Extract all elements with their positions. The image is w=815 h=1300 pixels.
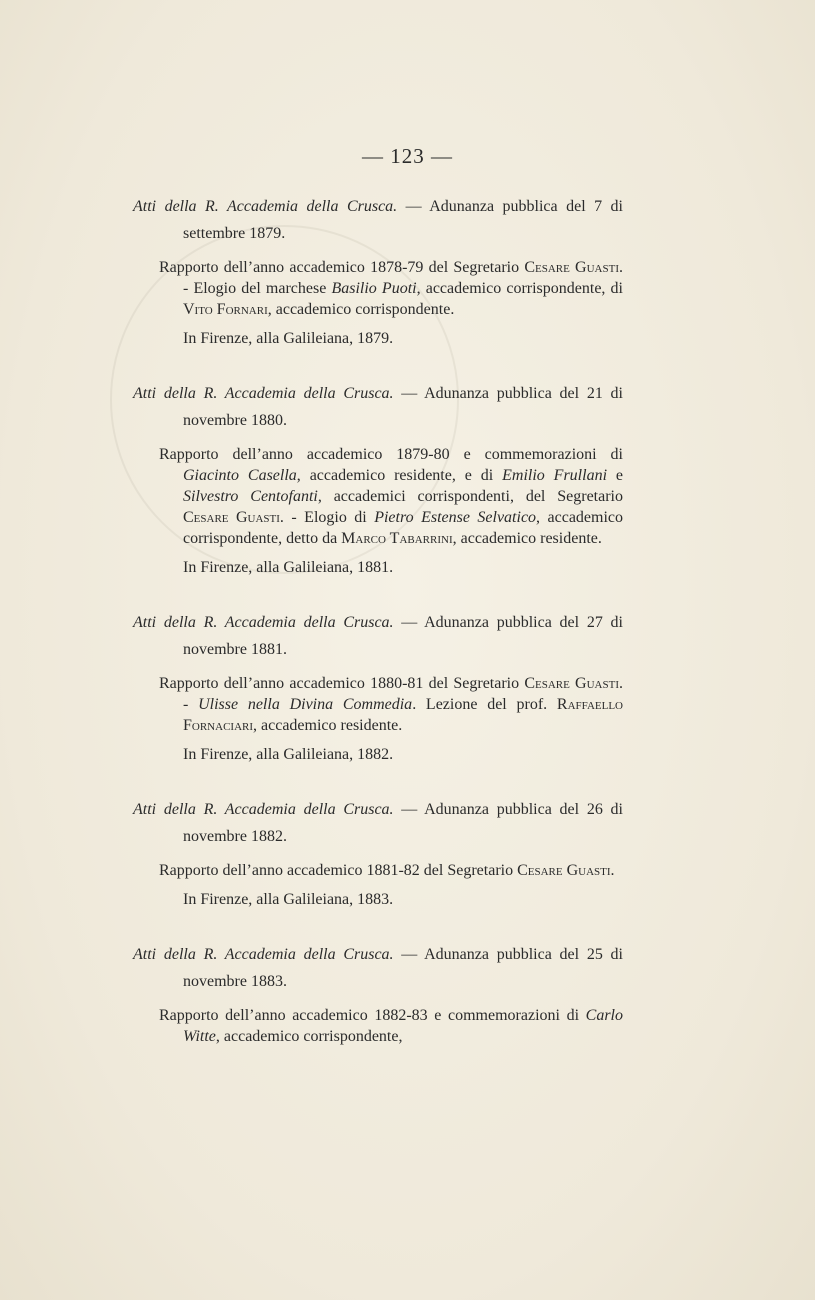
entry-imprint: In Firenze, alla Galileiana, 1879. [183,330,394,347]
report-text: , accademico residente, e di [296,467,503,484]
report-text: , accademico corrispondente. [267,301,455,318]
entry-title-rest: — Adunanza pubblica del 7 di settembre 1879. [183,198,624,242]
report-text: . - Elogio di [279,509,375,526]
report-text: Rapporto dell’anno accademico 1882-83 e commemorazioni di [159,1007,586,1024]
bibliography-list [133,193,623,1055]
entry-title-rest: — Adunanza pubblica del 26 di novembre 1882. [183,801,623,845]
entry-report [133,673,623,736]
italic-text: Silvestro Centofanti [183,488,318,505]
italic-text: Giacinto Casella [183,467,297,484]
report-text: , accademico residente. [452,530,602,547]
entry-title-italic: Atti della R. Accademia della Crusca. [133,614,394,631]
italic-text: Pietro Estense Selvatico [374,509,537,526]
report-text: , accademico corrispondente, di [416,280,623,297]
report-text: , accademici corrispondenti, del Segretario [317,488,623,505]
italic-text: Emilio Frullani [502,467,608,484]
report-text: . [610,862,615,879]
entry-imprint: In Firenze, alla Galileiana, 1882. [183,746,394,763]
entry-title-italic: Atti della R. Accademia della Crusca. [133,801,394,818]
person-name: Marco Tabarrini [341,530,453,547]
bibliography-entry [133,941,623,1047]
entry-report [133,257,623,320]
entry-imprint: In Firenze, alla Galileiana, 1883. [183,891,394,908]
entry-imprint: In Firenze, alla Galileiana, 1881. [183,559,394,576]
person-name: Cesare Guasti [524,259,620,276]
report-text: , accademico corrispondente, [215,1028,403,1045]
person-name: Vito Fornari [183,301,268,318]
report-text: Rapporto dell’anno accademico 1878-79 del Segretario [159,259,525,276]
page-number: — 123 — [362,144,453,168]
person-name: Cesare Guasti [517,862,611,879]
italic-text: Carlo Witte [183,1007,623,1045]
entry-report [133,444,623,549]
bibliography-entry [133,796,623,910]
entry-title [133,796,623,850]
entry-title-italic: Atti della R. Accademia della Crusca. [133,946,394,963]
report-text: Rapporto dell’anno accademico 1879-80 e commemorazioni di [159,446,623,463]
report-text: . Lezione del prof. [412,696,557,713]
entry-report [133,1005,623,1047]
italic-text: Basilio Puoti [331,280,417,297]
report-text: . - Elogio del marchese [183,259,624,297]
report-text: , accademico corrispondente, detto da [183,509,624,547]
report-text: , accademico residente. [253,717,403,734]
report-text: e [607,467,624,484]
entry-title [133,609,623,663]
person-name: Cesare Guasti [183,509,280,526]
person-name: Raffaello Fornaciari [183,696,623,734]
italic-text: Ulisse nella Divina Commedia [198,696,413,713]
entry-title-rest: — Adunanza pubblica del 25 di novembre 1883. [183,946,623,990]
bibliography-entry [133,380,623,578]
entry-title-italic: Atti della R. Accademia della Crusca. [133,198,398,215]
entry-title [133,380,623,434]
bibliography-entry [133,193,623,349]
entry-title [133,941,623,995]
entry-title [133,193,623,247]
entry-title-italic: Atti della R. Accademia della Crusca. [133,385,394,402]
entry-report [133,860,623,881]
entry-title-rest: — Adunanza pubblica del 21 di novembre 1880. [183,385,623,429]
person-name: Cesare Guasti [524,675,620,692]
report-text: Rapporto dell’anno accademico 1881-82 del Segretario [159,862,518,879]
report-text: . - [183,675,624,713]
entry-title-rest: — Adunanza pubblica del 27 di novembre 1881. [183,614,623,658]
bibliography-entry [133,609,623,765]
report-text: Rapporto dell’anno accademico 1880-81 del Segretario [159,675,525,692]
